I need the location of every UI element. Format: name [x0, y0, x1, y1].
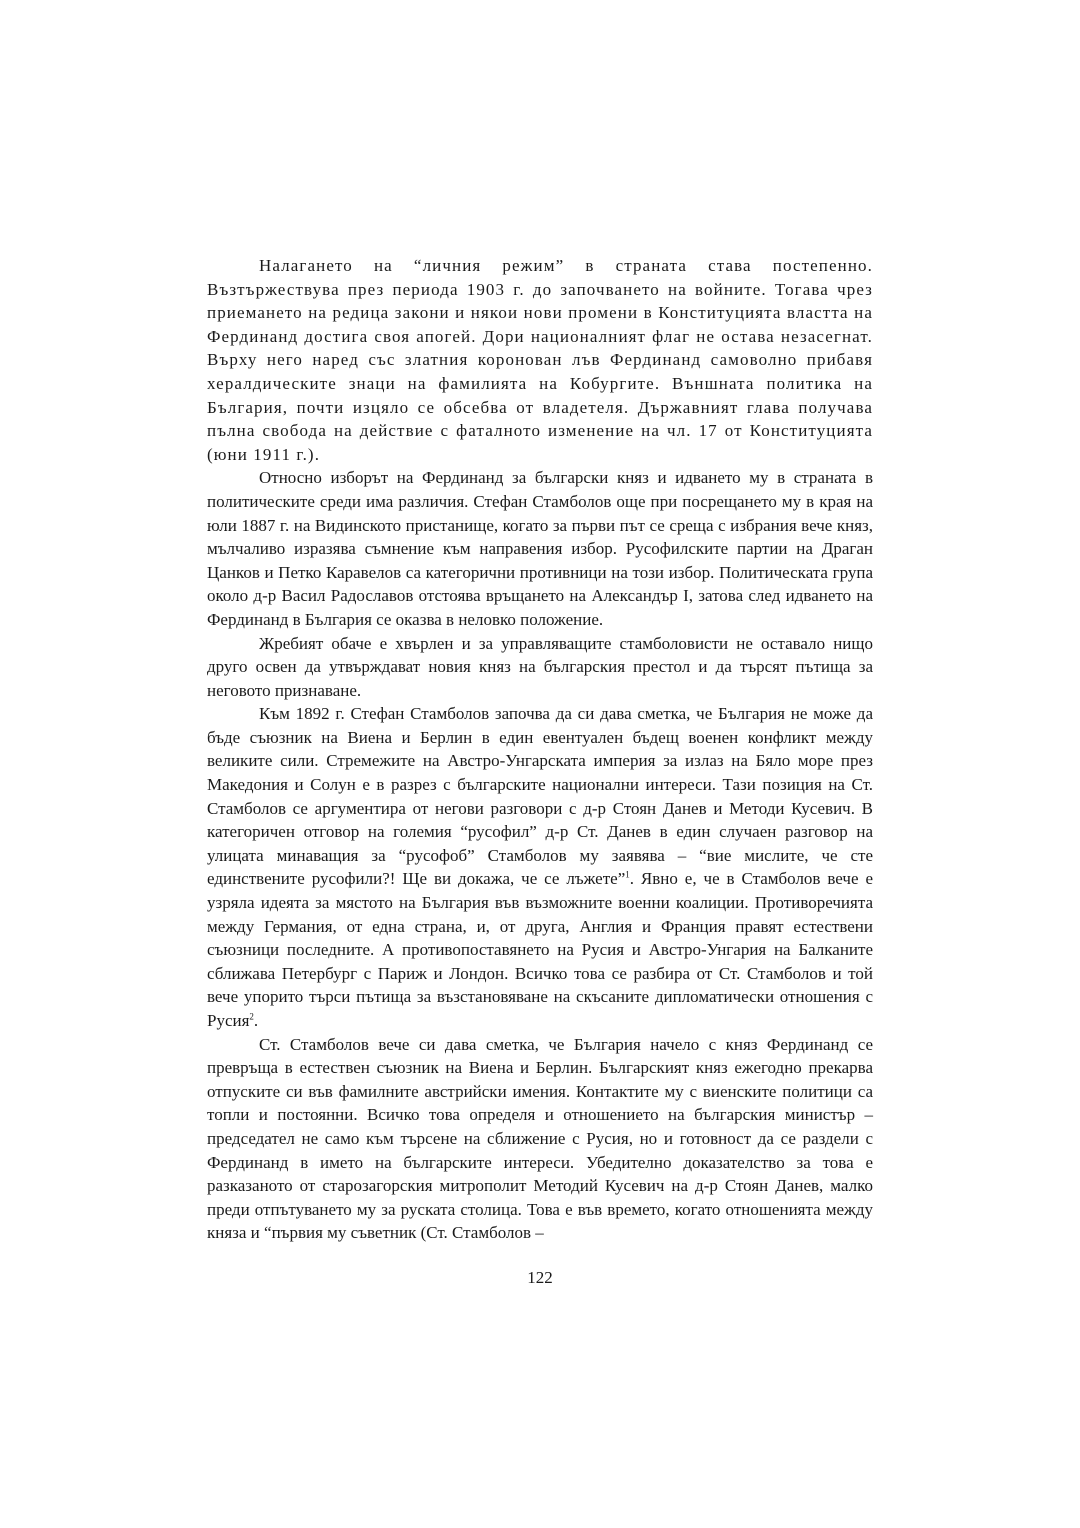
page-body: [207, 254, 873, 1245]
paragraph-3: Жребият обаче е хвърлен и за управляващите стамболовисти не оставало нищо друго освен да утвърждават новия княз на българския престол и да търсят пътища за неговото признаване.: [207, 633, 873, 700]
paragraph-4: [207, 702, 873, 1032]
paragraph-4-part-2: . Явно е, че в Стамболов вече е узряла идеята за мястото на България във възможните военни коалиции. Противоречията между Германия, от една страна, и, от друга, Англия и Франция правят естествени съюзници последните. А противопоставянето на Русия и Австро-Унгария на Балканите сближава Петербург с Париж и Лондон. Всичко това се разбира от Ст. Стамболов и той вече упорито търси пътища за възстановяване на скъсаните дипломатически отношения с Русия: [207, 869, 873, 1030]
page-number: 122: [527, 1268, 553, 1287]
paragraph-4-part-3: .: [253, 1011, 259, 1030]
paragraph-4-part-1: Към 1892 г. Стефан Стамболов започва да си дава сметка, че България не може да бъде съюзник на Виена и Берлин в един евентуален бъдещ военен конфликт между великите сили. Стремежите на Австро-Унгарската империя за излаз на Бяло море през Македония и Солун е в разрез с българските национални интереси. Тази позиция на Ст. Стамболов се аргументира от негови разговори с д-р Стоян Данев и Методи Кусевич. В категоричен отговор на големия “русофил” д-р Ст. Данев в един случаен разговор на улицата минаващия за “русофоб” Стамболов му заявява – “вие мислите, че сте единствените русофили?! Ще ви докажа, че се лъжете”: [207, 704, 873, 889]
paragraph-1: Налагането на “личния режим” в страната става постепенно. Възтържествува през периода 1903 г. до започването на войните. Тогава чрез приемането на редица закони и някои нови промени в Конституцията властта на Фердинанд достига своя апогей. Дори националният флаг не остава незасегнат. Върху него наред със златния коронован лъв Фердинанд самоволно прибавя хералдическите знаци на фамилията на Кобургите. Външната политика на България, почти изцяло се обсебва от владетеля. Държавният глава получава пълна свобода на действие с фаталното изменение на чл. 17 от Конституцията (юни 1911 г.).: [207, 256, 873, 464]
paragraph-5: Ст. Стамболов вече си дава сметка, че България начело с княз Фердинанд се превръща в естествен съюзник на Виена и Берлин. Българският княз ежегодно прекарва отпуските си във фамилните австрийски имения. Контактите му с виенските политици са топли и постоянни. Всичко това определя и отношението на българския министър – председател не само към търсене на сближение с Русия, но и готовност да се раздели с Фердинанд в името на българските интереси. Убедително доказателство за това е разказаното от старозагорския митрополит Методий Кусевич на д-р Стоян Данев, малко преди отпътуването му за руската столица. Това е във времето, когато отношенията между княза и “първия му съветник (Ст. Стамболов –: [207, 1034, 873, 1243]
paragraph-2: Относно изборът на Фердинанд за български княз и идването му в страната в политическите среди има различия. Стефан Стамболов още при посрещането му в края на юли 1887 г. на Видинското пристанище, когато за първи път се среща с избрания вече княз, мълчаливо изразява съмнение към направения избор. Русофилските партии на Драган Цанков и Петко Каравелов са категорични противници на този избор. Политическата група около д-р Васил Радославов отстоява връщането на Александър I, затова след идването на Фердинанд в България се оказва в неловко положение.: [207, 468, 873, 629]
footnote-ref-2: 2: [249, 1011, 254, 1022]
footnote-ref-1: 1: [625, 869, 630, 880]
